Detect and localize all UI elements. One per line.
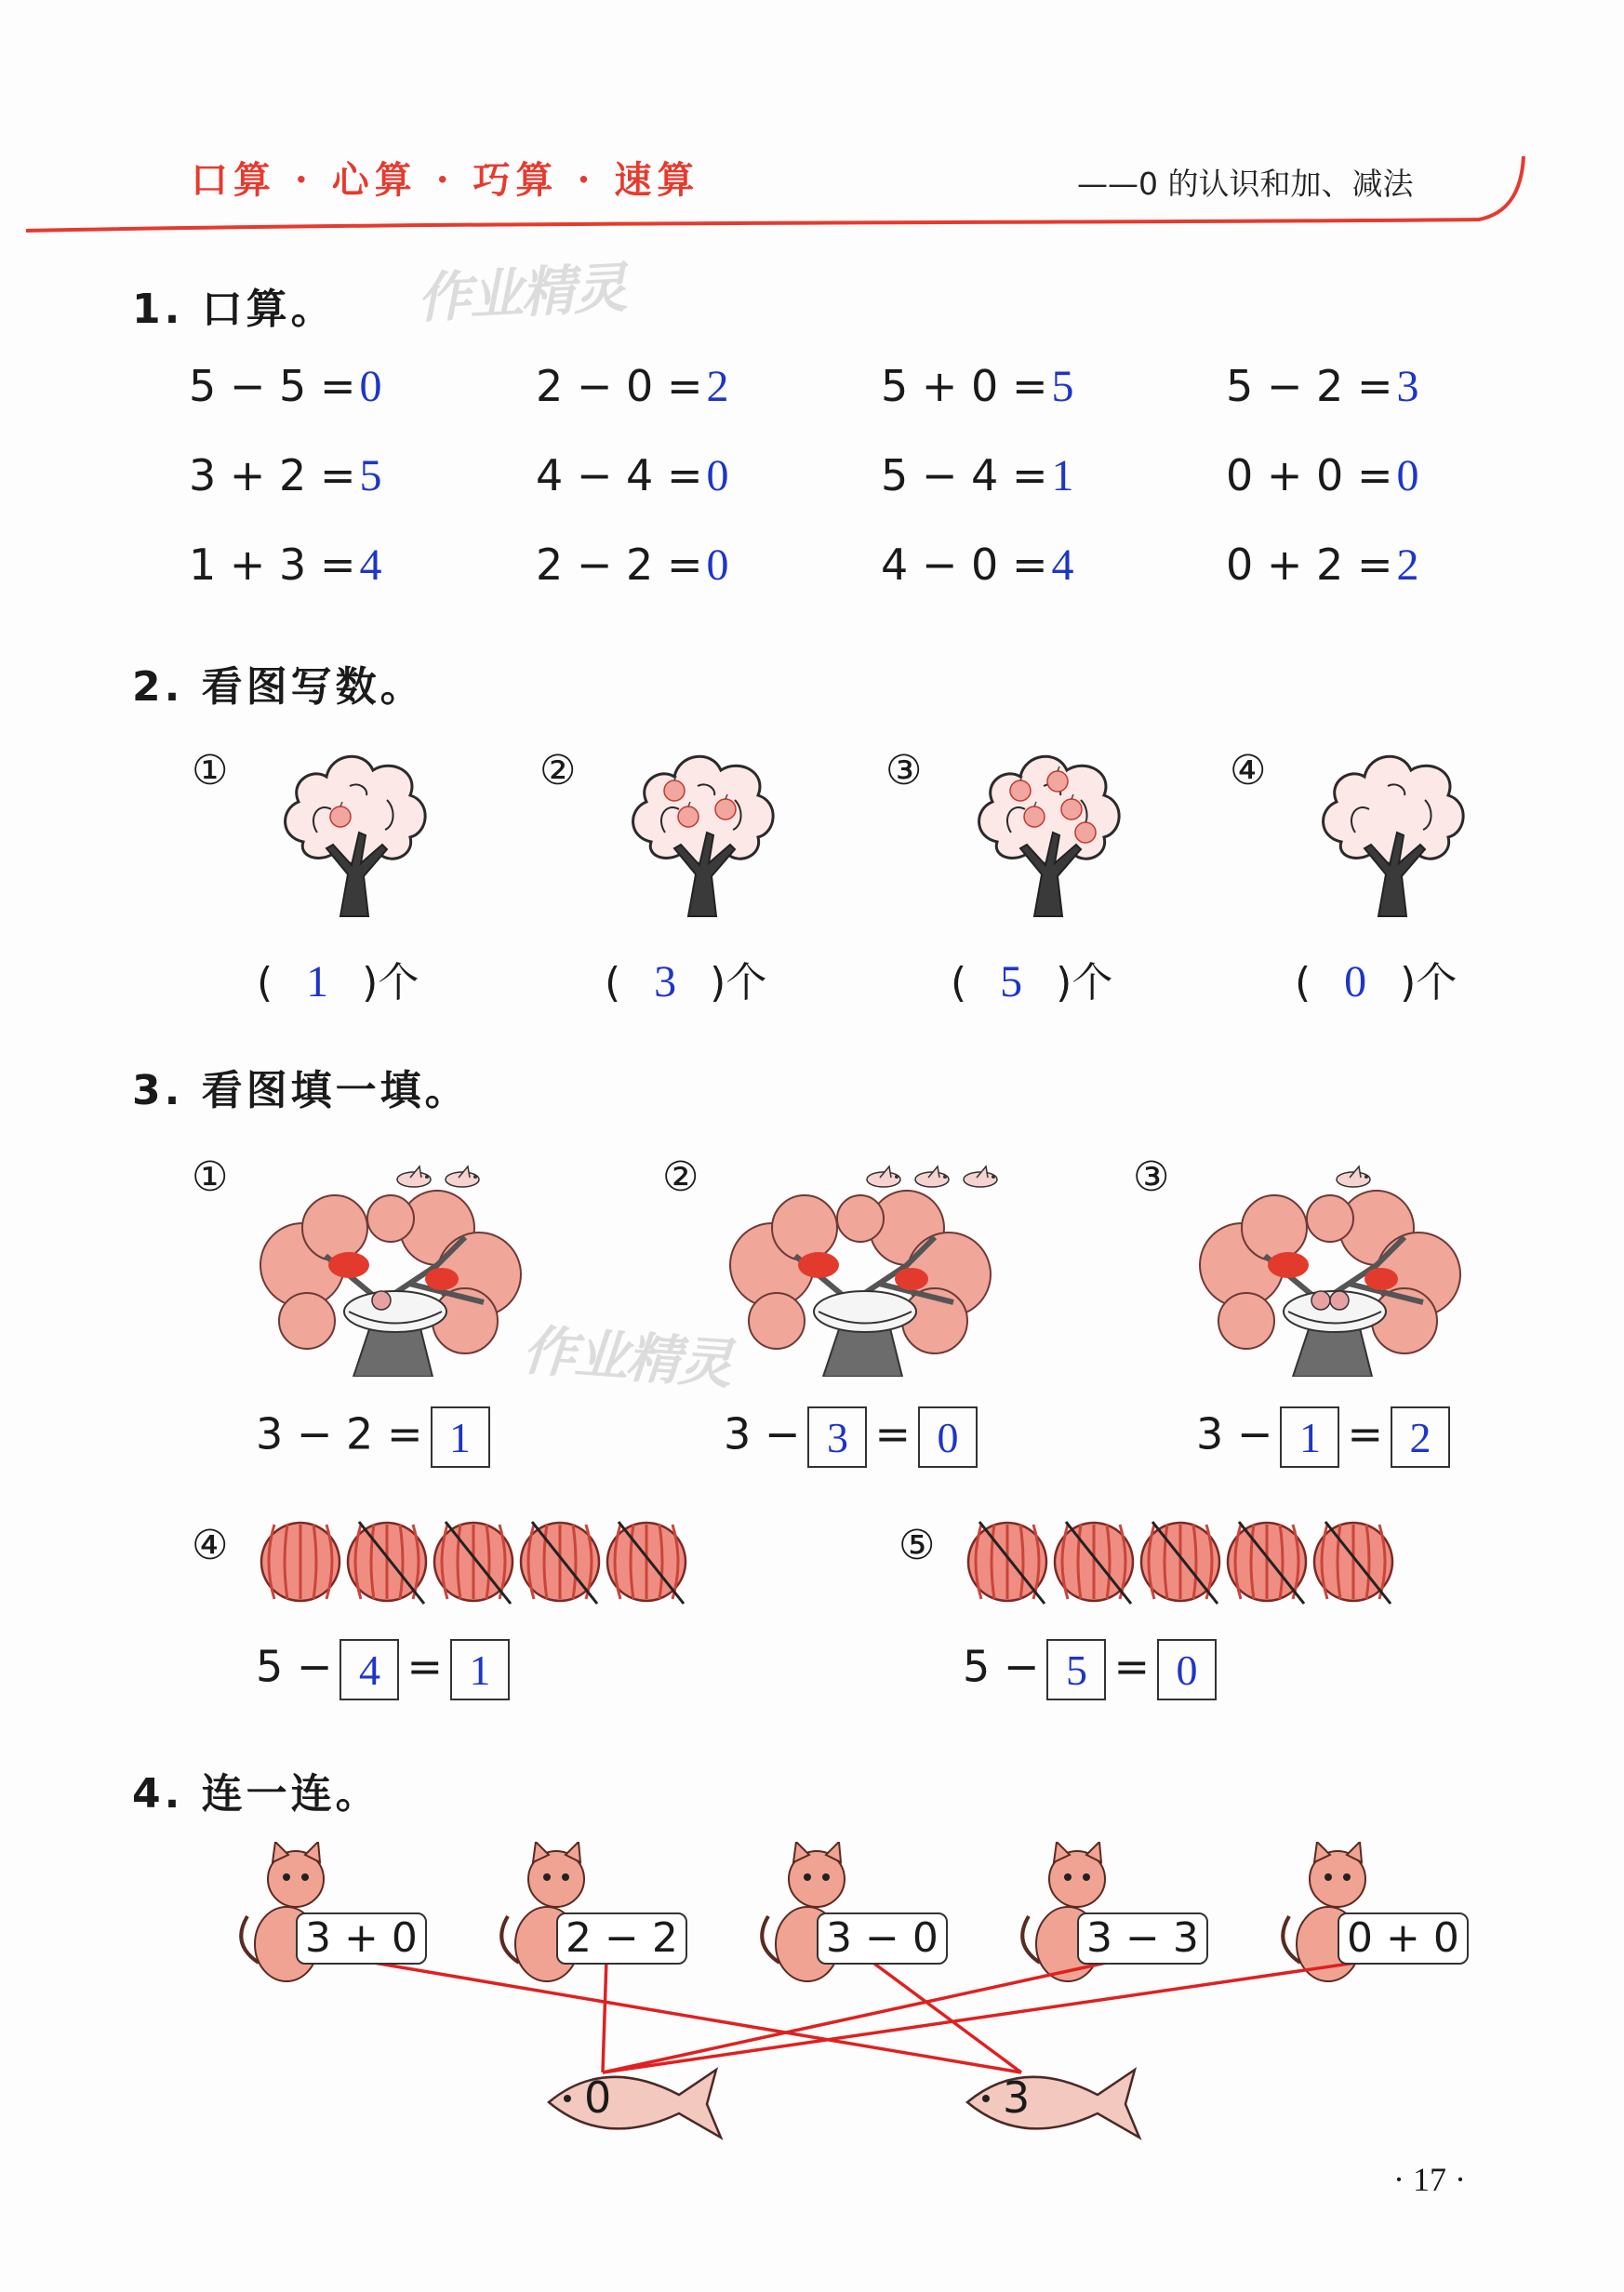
paren-open: ( xyxy=(605,959,621,1006)
equation-question: 5 − 4 = xyxy=(881,450,1048,500)
equation-question: 4 − 4 = xyxy=(536,450,703,500)
unit-label: 个 xyxy=(1416,959,1458,1006)
equation-answer: 1 xyxy=(1051,451,1074,500)
watermelon-icon xyxy=(521,1522,599,1604)
header-title: 口算 · 心算 · 巧算 · 速算 xyxy=(191,158,700,202)
watermelon-icon xyxy=(348,1522,426,1604)
chick-icon xyxy=(1330,1291,1349,1310)
bird-icon xyxy=(1337,1166,1370,1187)
item-number: ② xyxy=(662,1153,699,1201)
item-number: ④ xyxy=(1230,747,1267,794)
cat-expression-label[interactable]: 3 + 0 xyxy=(296,1912,427,1965)
matching-lines xyxy=(0,1842,1624,2214)
section2-title: 2. 看图写数。 xyxy=(132,663,425,711)
paren-close: ) xyxy=(710,959,726,1006)
equation-answer: 0 xyxy=(1396,451,1419,500)
apple-icon xyxy=(1010,780,1031,801)
equation xyxy=(1226,450,1419,501)
watermelon-icon xyxy=(1228,1522,1306,1604)
item-number: ④ xyxy=(192,1522,229,1569)
paren-open: ( xyxy=(951,959,967,1006)
tree-count-answer: 5 xyxy=(1000,957,1023,1006)
paren-close: ) xyxy=(1400,959,1417,1006)
equation-lhs: 3 − 2 = xyxy=(256,1408,423,1459)
watermelon-icon xyxy=(968,1522,1046,1604)
equation-answer: 0 xyxy=(706,451,729,500)
item-number: ① xyxy=(192,1153,229,1201)
equals-sign: = xyxy=(874,1408,911,1459)
equation xyxy=(1226,361,1419,412)
paren-close: ) xyxy=(362,959,379,1006)
tree-count-answer: 0 xyxy=(1344,957,1367,1006)
equation-question: 2 − 2 = xyxy=(536,540,703,590)
paren-open: ( xyxy=(257,959,273,1006)
fish-icon xyxy=(967,2070,1139,2138)
fill-in-equation xyxy=(256,1406,498,1468)
cat-expression-label[interactable]: 2 − 2 xyxy=(556,1912,687,1965)
equals-sign: = xyxy=(406,1641,443,1692)
header-rule xyxy=(0,149,1624,242)
box-answer: 1 xyxy=(449,1414,471,1461)
equation xyxy=(189,361,382,412)
equation-answer: 2 xyxy=(706,362,729,411)
box-answer: 4 xyxy=(358,1646,380,1694)
answer-box[interactable] xyxy=(1157,1639,1217,1700)
watermark-middle: 作业精灵 xyxy=(520,1318,733,1396)
section3-title: 3. 看图填一填。 xyxy=(132,1067,470,1114)
box-answer: 3 xyxy=(826,1414,848,1461)
apple-icon xyxy=(1075,822,1096,843)
header-subtitle: ——0 的认识和加、减法 xyxy=(1077,166,1414,202)
apple-icon xyxy=(715,799,736,820)
equals-sign: = xyxy=(1347,1408,1383,1459)
equation-question: 3 + 2 = xyxy=(189,450,356,500)
answer-box[interactable] xyxy=(450,1639,510,1700)
bird-icon xyxy=(867,1166,900,1187)
answer-parentheses xyxy=(605,949,766,1008)
equation-lhs: 3 − xyxy=(1196,1408,1273,1459)
equation-answer: 5 xyxy=(359,451,382,500)
equation-question: 5 + 0 = xyxy=(881,361,1048,411)
box-answer: 2 xyxy=(1409,1414,1431,1461)
watermelon-row xyxy=(259,1511,696,1613)
bird-icon xyxy=(446,1166,479,1187)
answer-parentheses xyxy=(1295,949,1457,1008)
answer-box[interactable] xyxy=(1046,1639,1106,1700)
tree-icon xyxy=(969,744,1127,930)
cat-expression-label[interactable]: 3 − 3 xyxy=(1077,1912,1208,1965)
apple-icon xyxy=(678,806,699,827)
apple-icon xyxy=(1047,771,1068,792)
cat-expression-label[interactable]: 3 − 0 xyxy=(817,1912,948,1965)
answer-box[interactable] xyxy=(431,1406,490,1468)
item-number: ① xyxy=(192,747,229,794)
bird-nest-icon xyxy=(1191,1163,1470,1377)
box-answer: 1 xyxy=(469,1646,491,1694)
tree-count-answer: 1 xyxy=(306,957,329,1006)
apple-icon xyxy=(1024,806,1045,827)
section1-title: 1. 口算。 xyxy=(132,286,336,333)
equation-question: 0 + 2 = xyxy=(1226,540,1393,590)
answer-parentheses xyxy=(257,949,419,1008)
unit-label: 个 xyxy=(725,959,767,1006)
fill-in-equation xyxy=(256,1639,517,1700)
apple-icon xyxy=(1061,799,1082,820)
equation-answer: 0 xyxy=(706,540,729,590)
unit-label: 个 xyxy=(1072,959,1113,1006)
bird-icon xyxy=(397,1166,431,1187)
equals-sign: = xyxy=(1113,1641,1150,1692)
page-number: · 17 · xyxy=(1393,2161,1466,2198)
equation-answer: 4 xyxy=(359,540,382,590)
equation-answer: 0 xyxy=(359,362,382,411)
box-answer: 1 xyxy=(1298,1414,1321,1461)
equation xyxy=(536,540,729,591)
answer-box[interactable] xyxy=(807,1406,867,1468)
equation-question: 0 + 0 = xyxy=(1226,450,1393,500)
apple-icon xyxy=(664,780,685,801)
item-number: ⑤ xyxy=(899,1522,936,1569)
fill-in-equation xyxy=(1196,1406,1458,1468)
chick-icon xyxy=(1311,1291,1330,1310)
watermark-top: 作业精灵 xyxy=(415,256,627,330)
fish-number-label[interactable]: 3 xyxy=(1003,2072,1031,2123)
watermelon-icon xyxy=(1055,1522,1133,1604)
bird-icon xyxy=(964,1166,997,1187)
answer-box[interactable] xyxy=(1391,1406,1450,1468)
item-number: ③ xyxy=(1133,1153,1170,1201)
fill-in-equation xyxy=(724,1406,985,1468)
watermelon-icon xyxy=(1141,1522,1219,1604)
answer-box[interactable] xyxy=(1280,1406,1339,1468)
bird-nest-icon xyxy=(251,1163,530,1377)
equation-lhs: 5 − xyxy=(256,1641,333,1692)
equation xyxy=(1226,540,1419,591)
watermelon-icon xyxy=(607,1522,686,1604)
equation xyxy=(189,450,382,501)
equation-answer: 2 xyxy=(1396,540,1419,590)
paren-open: ( xyxy=(1295,959,1311,1006)
watermelon-icon xyxy=(261,1523,339,1601)
apple-icon xyxy=(330,806,351,827)
equation xyxy=(189,540,382,591)
tree-icon xyxy=(1313,744,1471,930)
fill-in-equation xyxy=(963,1639,1224,1700)
equation-answer: 3 xyxy=(1396,362,1419,411)
equation-question: 4 − 0 = xyxy=(881,540,1048,590)
cat-expression-label[interactable]: 0 + 0 xyxy=(1338,1912,1469,1965)
watermelon-icon xyxy=(434,1522,512,1604)
fish-icon xyxy=(549,2070,721,2138)
watermelon-row xyxy=(965,1511,1403,1613)
fish-number-label[interactable]: 0 xyxy=(584,2072,612,2123)
match-line xyxy=(603,1958,1388,2072)
equation-lhs: 5 − xyxy=(963,1641,1040,1692)
equation xyxy=(881,450,1074,501)
equation xyxy=(881,540,1074,591)
watermelon-icon xyxy=(1314,1522,1392,1604)
item-number: ③ xyxy=(885,747,923,794)
box-answer: 0 xyxy=(937,1414,959,1461)
box-answer: 5 xyxy=(1065,1646,1087,1694)
unit-label: 个 xyxy=(378,959,419,1006)
box-answer: 0 xyxy=(1176,1646,1198,1694)
equation-question: 2 − 0 = xyxy=(536,361,703,411)
equation-question: 1 + 3 = xyxy=(189,540,356,590)
tree-icon xyxy=(623,744,781,930)
equation-answer: 4 xyxy=(1051,540,1074,590)
item-number: ② xyxy=(539,747,577,794)
chick-icon xyxy=(372,1291,391,1310)
equation xyxy=(881,361,1074,412)
tree-count-answer: 3 xyxy=(654,957,677,1006)
paren-close: ) xyxy=(1056,959,1072,1006)
equation xyxy=(536,361,729,412)
equation-answer: 5 xyxy=(1051,362,1074,411)
equation-question: 5 − 5 = xyxy=(189,361,356,411)
answer-parentheses xyxy=(951,949,1112,1008)
match-line xyxy=(603,1958,606,2072)
equation xyxy=(536,450,729,501)
bird-icon xyxy=(915,1166,949,1187)
equation-lhs: 3 − xyxy=(724,1408,801,1459)
answer-box[interactable] xyxy=(339,1639,399,1700)
equation-question: 5 − 2 = xyxy=(1226,361,1393,411)
section4-title: 4. 连一连。 xyxy=(132,1770,380,1818)
bird-nest-icon xyxy=(721,1163,1000,1377)
tree-icon xyxy=(275,744,433,930)
answer-box[interactable] xyxy=(918,1406,978,1468)
